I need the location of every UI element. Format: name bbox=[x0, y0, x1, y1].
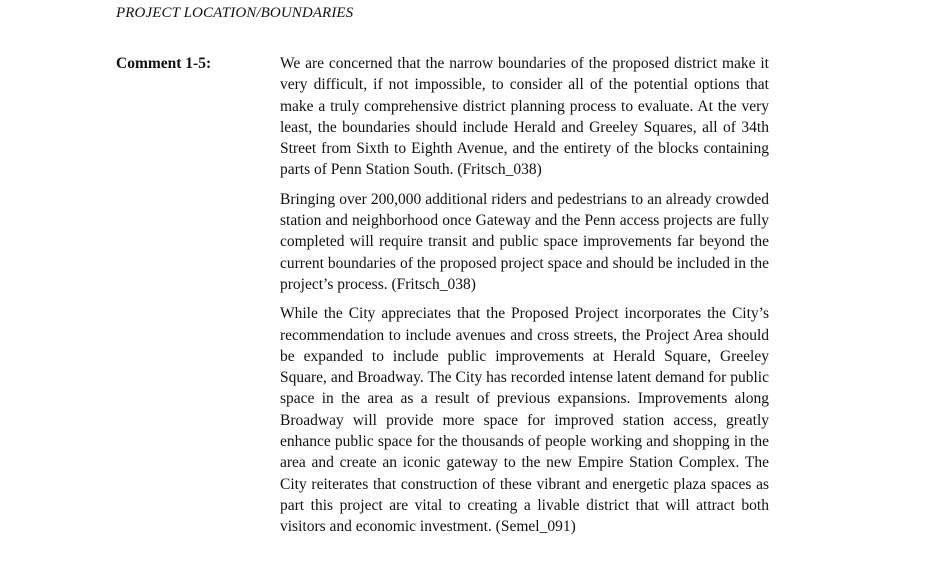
comment-paragraph-3: While the City appreciates that the Proposed Project incorporates the City’s recommendation to include avenues and cross streets, the Project Area should be expanded to include public improvements at Herald Square, Greeley Square, and Broadway. The City has recorded intense latent demand for public space in the area as a result of previous expansions. Improvements along Broadway will provide more space for improved station access, greatly enhance public space for the thousands of people working and shopping in the area and create an iconic gateway to the new Empire Station Complex. The City reiterates that construction of these vibrant and energetic plaza spaces as part this project are vital to creating a livable district that will attract both visitors and economic investment. (Semel_091) bbox=[280, 305, 769, 536]
comment-paragraph-1: We are concerned that the narrow boundaries of the proposed district make it very difficult, if not impossible, to consider all of the potential options that make a truly comprehensive district planning process to evaluate. At the very least, the boundaries should include Herald and Greeley Squares, all of 34th Street from Sixth to Eighth Avenue, and the entirety of the blocks containing parts of Penn Station South. (Fritsch_038) bbox=[280, 55, 769, 179]
comment-paragraph-2: Bringing over 200,000 additional riders and pedestrians to an already crowded station and neighborhood once Gateway and the Penn access projects are fully completed will require transit and public space improvements far beyond the current boundaries of the proposed project space and should be included in the project’s process. (Fritsch_038) bbox=[280, 190, 769, 293]
comment-body bbox=[280, 53, 769, 546]
section-heading: PROJECT LOCATION/BOUNDARIES bbox=[116, 5, 354, 21]
comment-label: Comment 1-5: bbox=[116, 55, 212, 72]
